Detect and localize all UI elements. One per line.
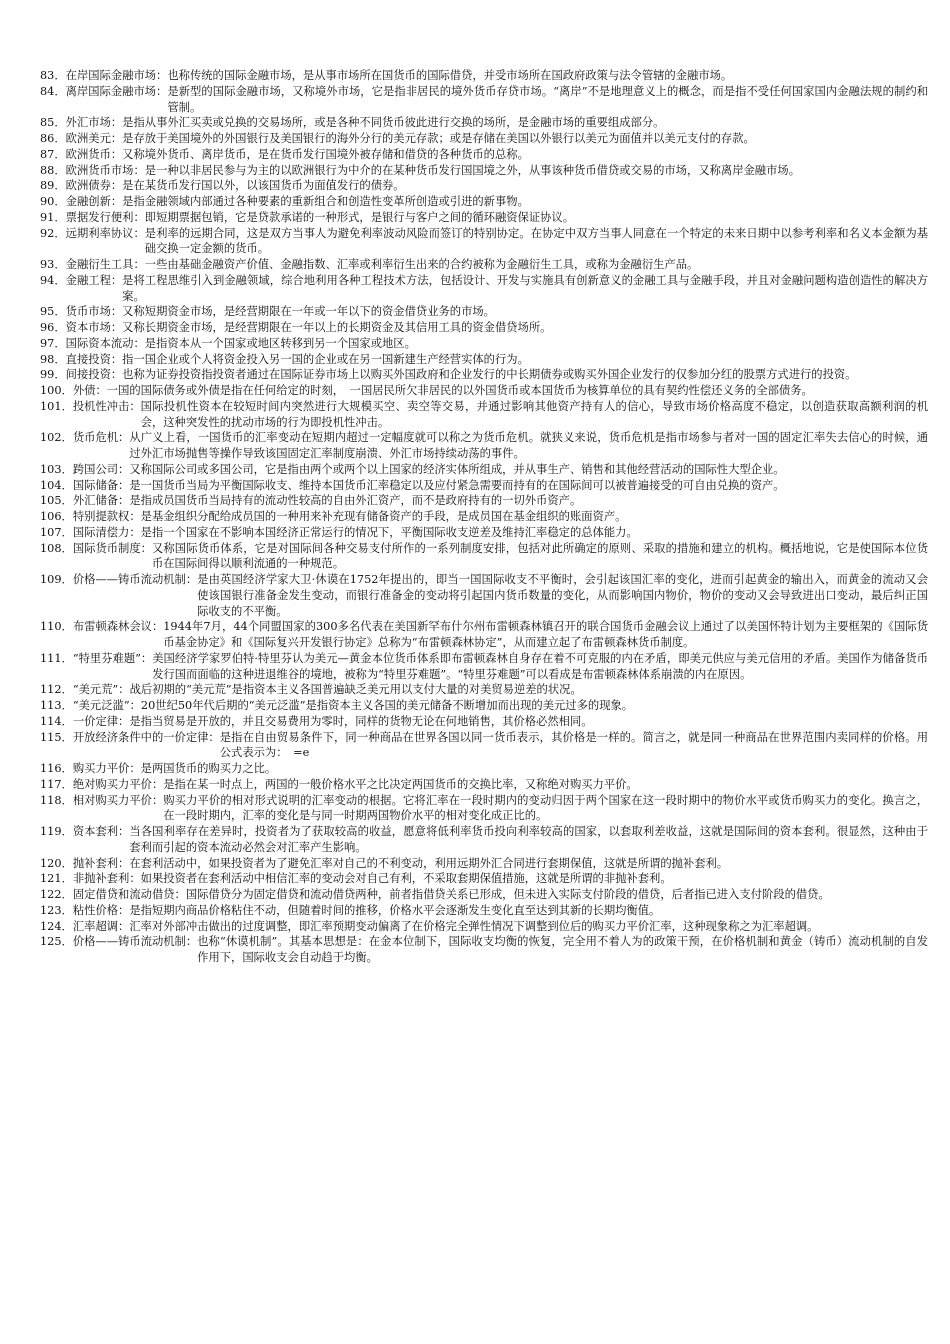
entry-number: 119． [40,825,73,838]
entry-term: “美元荒”： [72,683,130,697]
entry-definition: 是指在自由贸易条件下，同一种商品在世界各国以同一货币表示，其价格是一样的。简言之，就是同一种商品在世界范围内卖同样的价格。用公式表示为： =e [219,730,928,760]
entry-term: 金融工程： [65,273,123,287]
entry-number: 110． [40,620,73,634]
entry-definition: 是指从事外汇买卖或兑换的交易场所，或是各种不同货币彼此进行交换的场所，是金融市场的重要组成部分。 [122,116,665,130]
entry-definition: 在套利活动中，如果投资者为了避免汇率对自己的不利变动，利用远期外汇合同进行套期保值，这就是所谓的抛补套利。 [129,856,729,870]
entry-definition: 又称长期资金市场，是经营期限在一年以上的长期资金及其信用工具的资金借贷场所。 [122,321,552,334]
glossary-entry [40,777,928,793]
entry-number: 84． [40,84,66,98]
glossary-entry [40,541,928,573]
entry-term: 欧洲债券： [65,179,123,193]
entry-definition: 战后初期的“美元荒”是指资本主义各国普遍缺乏美元用以支付大量的对美贸易逆差的状况。 [129,683,582,697]
entry-definition: 是在某货币发行国以外，以该国货币为面值发行的债券。 [122,179,405,193]
entry-definition: 是基金组织分配给成员国的一种用来补充现有储备资产的手段，是成员国在基金组织的账面资产。 [140,510,627,523]
entry-definition: 从广义上看，一国货币的汇率变动在短期内超过一定幅度就可以称之为货币危机。就狭义来说，货币危机是指市场参与者对一国的固定汇率失去信心的时候，通过外汇市场抛售等操作导致该国固定汇率制度崩溃、外汇市场持续动荡的事件。 [129,431,928,460]
entry-definition: 也称为证券投资指投资者通过在国际证券市场上以购买外国政府和企业发行的中长期债券或购买外国企业发行的仅参加分红的股票方式进行的投资。 [122,368,857,382]
entry-definition: 一国的国际债务或外债是指在任何给定的时刻， 一国居民所欠非居民的以外国货币或本国货币为核算单位的具有契约性偿还义务的全部债务。 [106,384,813,397]
entry-number: 91． [40,210,66,224]
entry-definition: 是指在某一时点上，两国的一般价格水平之比决定两国货币的交换比率，又称绝对购买力平价。 [163,777,638,791]
entry-definition: 是指当贸易是开放的，并且交易费用为零时，同样的货物无论在何地销售，其价格必然相同。 [129,714,593,728]
glossary-entry [40,919,928,935]
entry-term: 欧洲货币市场： [65,163,145,177]
entry-term: 价格——铸币流动机制： [72,573,198,586]
glossary-entry [40,619,928,651]
entry-number: 120． [40,856,73,870]
entry-number: 83． [40,69,66,82]
glossary-entry [40,698,928,714]
entry-term: 特别提款权： [72,510,141,523]
glossary-entry [40,430,928,462]
entry-definition: 又称国际货币体系，它是对国际间各种交易支付所作的一系列制度安排，包括对此所确定的原则、采取的措施和建立的机构。概括地说，它是使国际本位货币在国际间得以顺利流通的一种规范。 [151,541,928,571]
glossary-entry [40,304,928,320]
entry-definition: 国际投机性资本在较短时间内突然进行大规模买空、卖空等交易，并通过影响其他资产持有人的信心，导致市场价格高度不稳定，以创造获取高额利润的机会，这种突发性的扰动市场的行为即投机性冲击。 [140,399,928,429]
glossary-entry [40,462,928,478]
entry-term: 购买力平价： [72,762,141,775]
glossary-entry [40,320,928,336]
entry-number: 90． [40,195,66,208]
glossary-entry [40,714,928,730]
entry-definition: 是两国货币的购买力之比。 [140,762,277,775]
entry-number: 122． [40,888,73,901]
entry-definition: 是由英国经济学家大卫·休谟在1752年提出的，即当一国国际收支不平衡时，会引起该国汇率的变化，进而引起黄金的输出入，而黄金的流动又会使该国银行准备金发生变动，而银行准备金的变动将引起国内货币数量的变化，从而影响国内物价，物价的变动又会导致进出口变动，最后纠正国际收支的不平衡。 [197,573,928,618]
entry-definition: 是一国货币当局为平衡国际收支、维持本国货币汇率稳定以及应付紧急需要而持有的在国际间可以被普遍接受的可自由兑换的资产。 [129,478,785,492]
entry-term: 抛补套利： [72,856,130,870]
glossary-entry [40,509,928,525]
entry-number: 97． [40,336,66,350]
glossary-entry [40,273,928,305]
glossary-entry [40,115,928,131]
entry-term: 外汇储备： [72,494,130,508]
entry-definition: 一些由基础金融资产价值、金融指数、汇率或利率衍生出来的合约被称为金融衍生工具，或称为金融衍生产品。 [144,258,699,271]
entry-term: 固定借贷和流动借贷： [72,888,186,901]
entry-definition: 指一国企业或个人将资金投入另一国的企业或在另一国新建生产经营实体的行为。 [122,352,529,366]
entry-definition: 20世纪50年代后期的“美元泛滥”是指资本主义各国的美元储备不断增加而出现的美元过多的现象。 [140,699,634,712]
entry-number: 94． [40,273,66,287]
entry-number: 87． [40,147,66,161]
glossary-entry [40,399,928,431]
entry-term: 直接投资： [65,352,123,366]
entry-term: 绝对购买力平价： [72,777,164,791]
entry-number: 88． [40,163,66,177]
entry-number: 123． [40,903,73,917]
entry-term: 国际货币制度： [72,541,152,555]
glossary-entry [40,793,928,825]
entry-definition: 又称境外货币、离岸货币，是在货币发行国境外被存储和借贷的各种货币的总称。 [122,147,529,161]
entry-term: 价格——铸币流动机制： [72,935,198,949]
entry-term: 资本市场： [65,321,123,334]
entry-number: 89． [40,179,66,193]
entry-definition: 是指资本从一个国家或地区转移到另一个国家或地区。 [144,336,416,350]
entry-definition: 是指短期内商品价格粘住不动，但随着时间的推移，价格水平会逐渐发生变化直至达到其新的长期均衡值。 [129,903,661,917]
entry-number: 104． [40,478,73,492]
entry-term: 相对购买力平价： [72,793,164,807]
entry-term: 国际清偿力： [72,525,141,539]
glossary-entry [40,68,928,84]
entry-term: 远期利率协议： [65,226,145,240]
entry-number: 114． [40,714,73,728]
glossary-entry [40,730,928,762]
entry-term: 资本套利： [72,825,130,838]
entry-number: 109． [40,573,73,586]
entry-definition: 当各国利率存在差异时，投资者为了获取较高的收益，愿意将低利率货币投向利率较高的国家，以套取利差收益，这就是国际间的资本套利。很显然，这种由于套利而引起的资本流动必然会对汇率产生影响。 [129,825,928,854]
glossary-entry [40,194,928,210]
entry-definition: 美国经济学家罗伯特·特里芬认为美元—黄金本位货币体系即布雷顿森林自身存在着不可克服的内在矛盾，即美元供应与美元信用的矛盾。美国作为储备货币发行国而面临的这种进退维谷的境地，被称为“特里芬难题”。“特里芬难题”可以看成是布雷顿森林体系崩溃的内在原因。 [152,651,928,681]
entry-number: 105． [40,494,73,508]
glossary-entry [40,352,928,368]
entry-definition: 即短期票据包销，它是贷款承诺的一种形式，是银行与客户之间的循环融资保证协议。 [144,210,575,224]
entry-term: 在岸国际金融市场： [65,69,168,82]
entry-definition: 购买力平价的相对形式说明的汇率变动的根据。它将汇率在一段时期内的变动归因于两个国家在这一段时期中的物价水平或货币购买力的变化。换言之，在一段时期内，汇率的变化是与同一时期两国物价水平的相对变化成正比的。 [163,793,928,823]
entry-number: 96． [40,321,66,334]
entry-term: 外汇市场： [65,116,123,130]
glossary-entry [40,478,928,494]
entry-term: 金融衍生工具： [65,258,145,271]
entry-number: 113． [40,699,73,712]
entry-definition: 是新型的国际金融市场，又称境外市场，它是指非居民的境外货币存贷市场。“离岸”不是地理意义上的概念，而是指不受任何国家国内金融法规的制约和管制。 [167,84,928,114]
entry-number: 92． [40,226,66,240]
entry-definition: 是一种以非居民参与为主的以欧洲银行为中介的在某种货币发行国国境之外，从事该种货币借贷或交易的市场，又称离岸金融市场。 [144,163,800,177]
entry-term: 国际储备： [72,478,130,492]
entry-definition: 也称“休谟机制”。其基本思想是：在金本位制下，国际收支均衡的恢复，完全用不着人为的政策干预，在价格机制和黄金（铸币）流动机制的自发作用下，国际收支会自动趋于均衡。 [197,935,928,964]
entry-number: 86． [40,132,66,145]
entry-number: 121． [40,872,73,886]
glossary-entry [40,84,928,116]
entry-definition: 又称短期资金市场，是经营期限在一年或一年以下的资金借贷业务的市场。 [122,305,495,319]
entry-definition: 是将工程思维引入到金融领域，综合地利用各种工程技术方法，包括设计、开发与实施具有创新意义的金融工具与金融手段，并且对金融问题构造创造性的解决方案。 [122,273,928,303]
entry-term: 汇率超调： [72,919,130,933]
entry-number: 101． [40,399,73,413]
glossary-entry [40,856,928,872]
glossary-entry [40,903,928,919]
entry-term: 开放经济条件中的一价定律： [72,730,220,744]
glossary-entry [40,572,928,619]
entry-term: 票据发行便利： [65,210,145,224]
glossary-entry [40,887,928,903]
entry-term: 间接投资： [65,368,123,382]
entry-definition: 是利率的远期合同，这是双方当事人为避免利率波动风险而签订的特别协定。在协定中双方当事人同意在一个特定的未来日期中以参考利率和名义本金额为基础交换一定金额的货币。 [144,226,928,256]
glossary-entry [40,131,928,147]
entry-definition: 是指成员国货币当局持有的流动性较高的自由外汇资产，而不是政府持有的一切外币资产。 [129,494,582,508]
entry-term: 金融创新： [65,195,123,208]
glossary-entry [40,525,928,541]
entry-number: 125． [40,935,73,949]
glossary-entry [40,651,928,683]
entry-definition: 是存放于美国境外的外国银行及美国银行的海外分行的美元存款；或是存储在美国以外银行以美元为面值并以美元支付的存款。 [122,132,755,145]
entry-definition: 国际借贷分为固定借贷和流动借贷两种，前者指借贷关系已形成，但未进入实际支付阶段的借贷，后者指已进入支付阶段的借贷。 [185,888,830,901]
entry-number: 95． [40,305,66,319]
glossary-entry [40,336,928,352]
entry-term: 欧洲美元： [65,132,123,145]
entry-definition: 也称传统的国际金融市场，是从事市场所在国货币的国际借贷，并受市场所在国政府政策与法令管辖的金融市场。 [167,69,733,82]
glossary-entry [40,383,928,399]
glossary-entry [40,147,928,163]
entry-number: 107． [40,525,73,539]
entry-definition: 汇率对外部冲击做出的过度调整，即汇率预期变动偏离了在价格完全弹性情况下调整到位后的购买力平价汇率，这种现象称之为汇率超调。 [129,919,819,933]
entry-definition: 1944年7月，44个同盟国家的300多名代表在美国新罕布什尔州布雷顿森林镇召开的联合国货币金融会议上通过了以美国怀特计划为主要框架的《国际货币基金协定》和《国际复兴开发银行协定》总称为“布雷顿森林协定”，从而建立起了布雷顿森林货币制度。 [163,620,928,649]
entry-term: 一价定律： [72,714,130,728]
entry-definition: 如果投资者在套利活动中相信汇率的变动会对自己有利，不采取套期保值措施，这就是所谓的非抛补套利。 [140,872,672,886]
entry-term: 投机性冲击： [72,399,141,413]
entry-number: 102． [40,431,73,445]
entry-number: 111． [40,651,73,665]
entry-term: 跨国公司： [72,462,130,476]
entry-number: 100． [40,384,73,397]
entry-term: 货币市场： [65,305,123,319]
glossary-entry [40,824,928,856]
glossary-entry [40,163,928,179]
glossary-entry [40,210,928,226]
glossary-entry [40,493,928,509]
glossary-entry [40,761,928,777]
entry-number: 117． [40,777,73,791]
entry-definition: 是指金融领域内部通过各种要素的重新组合和创造性变革所创造或引进的新事物。 [122,195,529,208]
entry-number: 106． [40,510,73,523]
entry-term: 离岸国际金融市场： [65,84,168,98]
entry-number: 108． [40,541,73,555]
glossary-entry [40,367,928,383]
entry-number: 116． [40,762,73,775]
glossary-entry [40,871,928,887]
entry-number: 93． [40,258,66,271]
entry-number: 98． [40,352,66,366]
glossary-entry [40,934,928,966]
entry-term: 货币危机： [72,431,130,445]
entry-term: 非抛补套利： [72,872,141,886]
glossary-entry [40,257,928,273]
entry-definition: 是指一个国家在不影响本国经济正常运行的情况下，平衡国际收支逆差及维持汇率稳定的总体能力。 [140,525,638,539]
glossary-entry [40,226,928,258]
entry-number: 85． [40,116,66,130]
entry-term: 国际资本流动： [65,336,145,350]
entry-definition: 又称国际公司或多国公司，它是指由两个或两个以上国家的经济实体所组成，并从事生产、销售和其他经营活动的国际性大型企业。 [129,462,785,476]
entry-term: 外债： [72,384,107,397]
entry-number: 124． [40,919,73,933]
entry-term: “特里芬难题”： [72,651,153,665]
glossary-entry [40,178,928,194]
entry-term: 布雷顿森林会议： [72,620,164,634]
entry-number: 115． [40,730,73,744]
entry-number: 99． [40,368,66,382]
entry-number: 118． [40,793,73,807]
entry-term: 欧洲货币： [65,147,123,161]
glossary-entry [40,682,928,698]
entry-number: 103． [40,462,73,476]
entry-term: “美元泛滥”： [72,699,141,712]
entry-term: 粘性价格： [72,903,130,917]
entry-number: 112． [40,683,73,697]
